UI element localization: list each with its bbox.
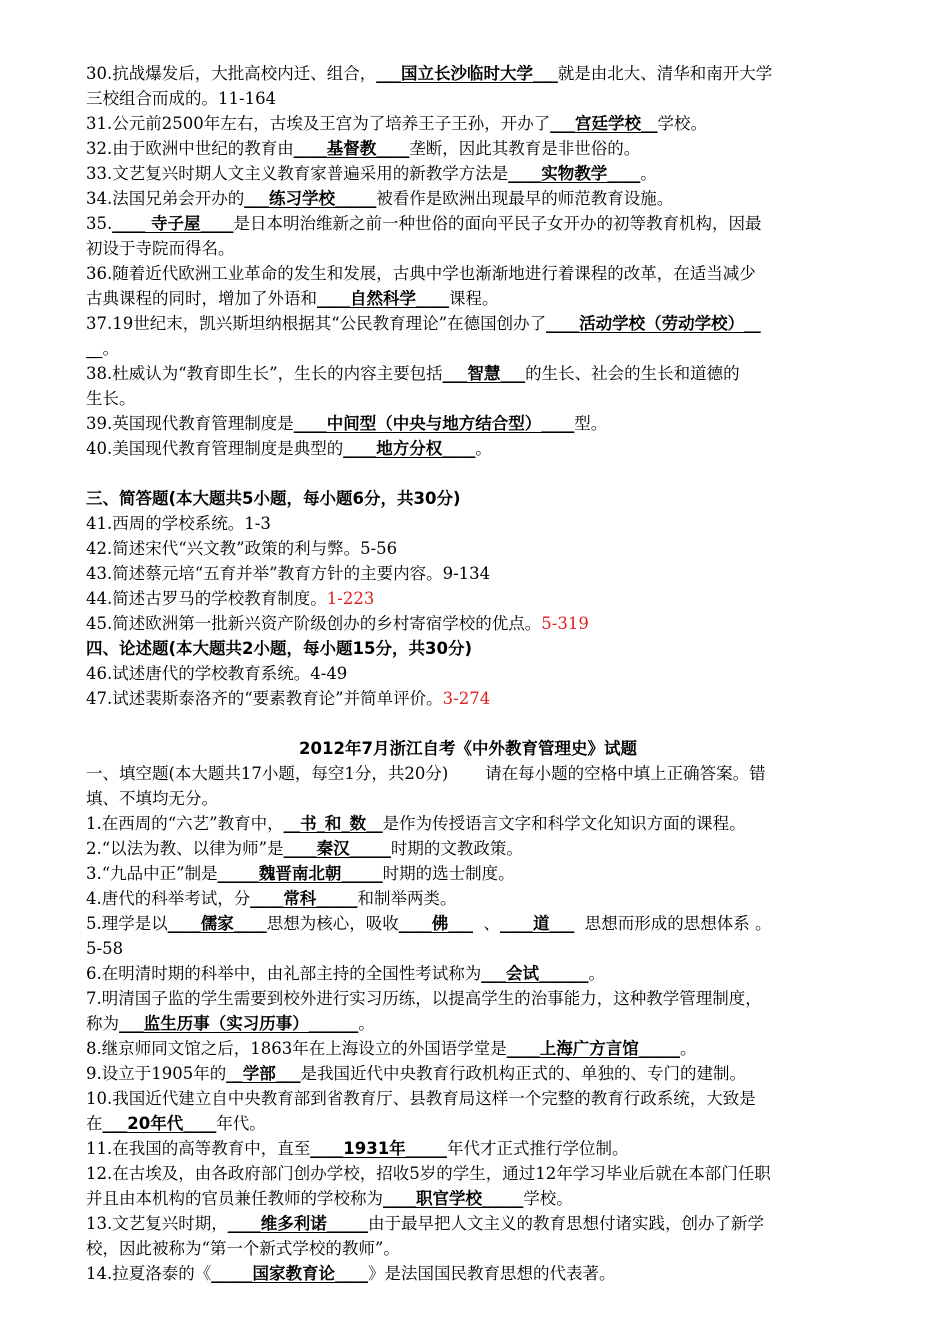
question-text: 校，因此被称为“第一个新式学校的教师”。 [86,1239,400,1258]
short-answer-item [86,586,890,611]
answer-blank: __书_和_数__ [283,814,383,833]
question-text: 30.抗战爆发后，大批高校内迁、组合， [86,64,377,83]
question-text: 44.简述古罗马的学校教育制度。 [86,589,327,608]
question-text: 学校。 [657,114,707,133]
answer-blank: ____上海广方言馆_____ [506,1039,680,1058]
question-line [86,1061,890,1086]
essay-item [86,686,890,711]
answer-blank: ___宫廷学校__ [550,114,658,133]
question-line [86,386,890,411]
question-text: 。 [102,339,119,358]
question-line [86,111,890,136]
question-line [86,811,890,836]
question-text: 是日本明治维新之前一种世俗的面向平民子女开办的初等教育机构，因最 [233,214,762,233]
question-text: 、 [473,914,500,933]
question-line [86,236,890,261]
question-text: 。 [588,964,605,983]
answer-blank: ____佛___ [398,914,473,933]
question-line [86,886,890,911]
question-text: 和制举两类。 [357,889,457,908]
question-line [86,1236,890,1261]
question-text: 年代。 [216,1114,266,1133]
question-text: 是我国近代中央教育行政机构正式的、单独的、专门的建制。 [300,1064,746,1083]
spacer [86,461,890,486]
question-text: 初设于寺院而得名。 [86,239,235,258]
question-text: 11.在我国的高等教育中，直至 [86,1139,311,1158]
question-line [86,861,890,886]
answer-blank: ____自然科学____ [317,289,449,308]
question-line [86,161,890,186]
question-text: 被看作是欧洲出现最早的师范教育设施。 [376,189,674,208]
question-text: 。 [475,439,492,458]
exam-title: 2012年7月浙江自考《中外教育管理史》试题 [299,739,637,758]
question-text: 42.简述宋代“兴文教”政策的利与弊。5-56 [86,539,398,558]
answer-blank: ____儒家____ [167,914,267,933]
answer-blank: ____基督教____ [293,139,410,158]
question-text: 生长。 [86,389,136,408]
question-text: 8.继京师同文馆之后，1863年在上海设立的外国语学堂是 [86,1039,507,1058]
question-text: 古典课程的同时，增加了外语和 [86,289,317,308]
answer-blank: ___智慧___ [442,364,526,383]
question-text: 38.杜威认为“教育即生长”，生长的内容主要包括 [86,364,443,383]
question-text: 46.试述唐代的学校教育系统。4-49 [86,664,348,683]
short-answer-item [86,611,890,636]
question-line [86,761,890,786]
question-line [86,261,890,286]
question-text: 学校。 [523,1189,573,1208]
fill-in-questions-30-40 [86,61,890,461]
answer-blank: ____ 寺子屋____ [112,214,234,233]
question-line [86,1011,890,1036]
answer-blank: ___练习学校_____ [244,189,377,208]
question-text: 40.美国现代教育管理制度是典型的 [86,439,344,458]
question-text: 34.法国兄弟会开办的 [86,189,245,208]
question-line [86,86,890,111]
question-text: 33.文艺复兴时期人文主义教育家普遍采用的新教学方法是 [86,164,509,183]
answer-blank: ____活动学校（劳动学校）__ [546,314,761,333]
question-line [86,136,890,161]
question-text: 2.“以法为教、以律为师”是 [86,839,284,858]
question-text: 就是由北大、清华和南开大学 [557,64,773,83]
question-line [86,336,890,361]
question-line [86,1186,890,1211]
question-line [86,411,890,436]
question-text: 7.明清国子监的学生需要到校外进行实习历练，以提高学生的治事能力，这种教学管理制度， [86,989,762,1008]
question-line [86,286,890,311]
question-line [86,961,890,986]
question-line [86,986,890,1011]
question-line [86,1161,890,1186]
short-answer-item [86,536,890,561]
question-text: 一、填空题(本大题共17小题，每空1分，共20分) 请在每小题的空格中填上正确答案。错 [86,764,766,783]
question-line [86,361,890,386]
answer-blank: __ [86,339,103,358]
question-line [86,836,890,861]
question-line [86,1111,890,1136]
question-text: 43.简述蔡元培“五育并举”教育方针的主要内容。9-134 [86,564,491,583]
question-text: 13.文艺复兴时期， [86,1214,228,1233]
question-text: 47.试述裴斯泰洛齐的“要素教育论”并简单评价。 [86,689,443,708]
answer-blank: ____秦汉_____ [283,839,391,858]
question-text: 5-58 [86,939,124,958]
short-answer-item [86,511,890,536]
answer-blank: ___监生历事（实习历事）______ [119,1014,359,1033]
page-reference: 1-223 [326,589,375,608]
question-text: 12.在古埃及，由各政府部门创办学校，招收5岁的学生，通过12年学习毕业后就在本部门任职 [86,1164,771,1183]
question-text: 31.公元前2500年左右，古埃及王宫为了培养王子王孙，开办了 [86,114,551,133]
answer-blank: ____地方分权____ [343,439,476,458]
essay-questions [86,661,890,711]
answer-blank: ____维多利诺_____ [227,1214,368,1233]
page-reference: 3-274 [442,689,491,708]
answer-blank: ____1931年_____ [310,1139,447,1158]
question-text: 思想而形成的思想体系 。 [574,914,772,933]
question-text: 型。 [574,414,608,433]
question-line [86,436,890,461]
question-line [86,936,890,961]
question-text: 6.在明清时期的科举中，由礼部主持的全国性考试称为 [86,964,482,983]
question-text: 时期的选士制度。 [382,864,515,883]
question-text: 1.在西周的“六艺”教育中， [86,814,284,833]
question-line [86,61,890,86]
answer-blank: ____道___ [500,914,575,933]
question-text: 。 [679,1039,697,1058]
question-text: 并且由本机构的官员兼任教师的学校称为 [86,1189,383,1208]
question-line [86,311,890,336]
short-answer-item [86,561,890,586]
question-text: 由于最早把人文主义的教育思想付诸实践，创办了新学 [368,1214,764,1233]
question-text: 三校组合而成的。11-164 [86,89,277,108]
question-text: 。 [640,164,657,183]
section-3-heading: 三、简答题(本大题共5小题，每小题6分，共30分) [86,489,461,508]
question-text: 41.西周的学校系统。1-3 [86,514,271,533]
answer-blank: ___20年代____ [102,1114,217,1133]
question-text: 年代才正式推行学位制。 [446,1139,629,1158]
answer-blank: ___会试______ [481,964,589,983]
answer-blank: _____国家教育论____ [211,1264,368,1283]
question-line [86,211,890,236]
fill-in-questions-2012 [86,761,890,1286]
question-text: 45.简述欧洲第一批新兴资产阶级创办的乡村寄宿学校的优点。 [86,614,542,633]
answer-blank: __学部___ [226,1064,301,1083]
question-text: 9.设立于1905年的 [86,1064,227,1083]
question-text: 32.由于欧洲中世纪的教育由 [86,139,294,158]
page-reference: 5-319 [541,614,589,633]
question-line [86,1086,890,1111]
answer-blank: ____常科_____ [250,889,358,908]
short-answer-questions [86,511,890,636]
spacer [86,711,890,736]
question-text: 垄断，因此其教育是非世俗的。 [409,139,641,158]
question-text: 》是法国国民教育思想的代表著。 [368,1264,616,1283]
question-line [86,1261,890,1286]
question-text: 填、不填均无分。 [86,789,218,808]
question-line [86,1211,890,1236]
question-text: 的生长、社会的生长和道德的 [525,364,740,383]
question-text: 课程。 [449,289,499,308]
question-text: 在 [86,1114,103,1133]
question-text: 思想为核心，吸收 [266,914,399,933]
question-text: 是作为传授语言文字和科学文化知识方面的课程。 [382,814,746,833]
question-text: 35. [86,214,113,233]
section-4-heading: 四、论述题(本大题共2小题，每小题15分，共30分) [86,639,472,658]
answer-blank: ____中间型（中央与地方结合型）____ [293,414,575,433]
question-line [86,911,890,936]
answer-blank: ____实物教学____ [508,164,641,183]
answer-blank: ___国立长沙临时大学___ [376,64,558,83]
question-line [86,186,890,211]
question-text: 5.理学是以 [86,914,168,933]
question-text: 37.19世纪末，凯兴斯坦纳根据其“公民教育理论”在德国创办了 [86,314,547,333]
question-text: 10.我国近代建立自中央教育部到省教育厅、县教育局这样一个完整的教育行政系统，大致是 [86,1089,756,1108]
question-text: 时期的文教政策。 [390,839,523,858]
question-text: 4.唐代的科举考试，分 [86,889,251,908]
question-line [86,1036,890,1061]
question-text: 39.英国现代教育管理制度是 [86,414,294,433]
question-line [86,786,890,811]
question-text: 14.拉夏洛泰的《 [86,1264,212,1283]
answer-blank: ____职官学校_____ [383,1189,524,1208]
question-text: 称为 [86,1014,119,1033]
question-line [86,1136,890,1161]
answer-blank: _____魏晋南北朝_____ [217,864,383,883]
question-text: 3.“九品中正”制是 [86,864,218,883]
question-text: 36.随着近代欧洲工业革命的发生和发展，古典中学也渐渐地进行着课程的改革，在适当减少 [86,264,756,283]
essay-item [86,661,890,686]
question-text: 。 [358,1014,375,1033]
